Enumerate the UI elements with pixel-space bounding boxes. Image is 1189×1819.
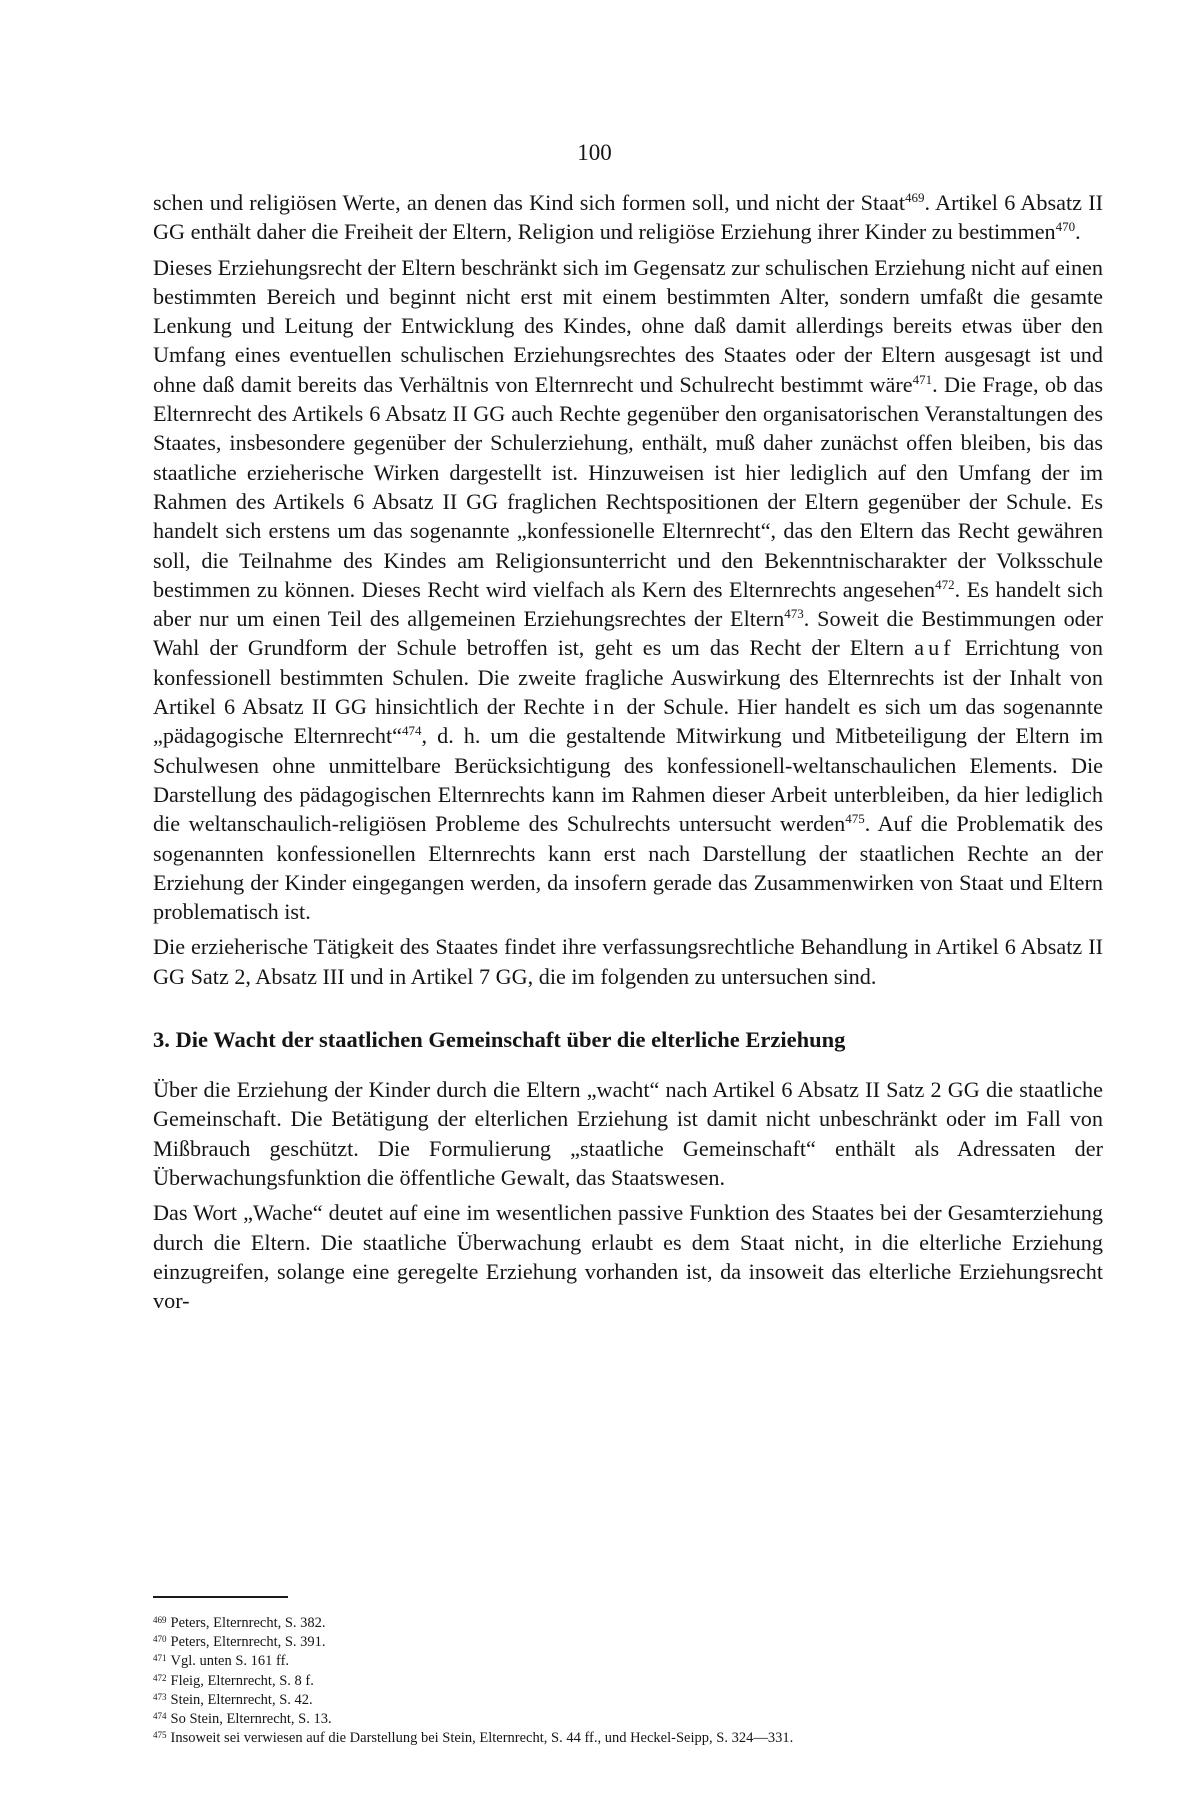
text-run: . Soweit die Bestimmungen oder Wahl der Grundform der Schule betroffen ist, geht es um das Recht der Eltern [153, 606, 1103, 661]
footnote-number: 472 [153, 1672, 167, 1683]
text-run: . Die Frage, ob das Elternrecht des Artikels 6 Absatz II GG auch Rechte gegenüber den organisatorischen Veranstaltungen des Staates, insbesondere gegenüber der Schulerziehung, enthält, muß daher zunächst offen bleiben, bis das staatliche erzieherische Wirken dargestellt ist. Hinzuweisen ist hier lediglich auf den Umfang der im Rahmen des Artikels 6 Absatz II GG fraglichen Rechtspositionen der Eltern gegenüber der Schule. Es handelt sich erstens um das sogenannte „konfessionelle Elternrecht“, das den Eltern das Recht gewähren soll, die Teilnahme des Kindes am Religionsunterricht und den Bekenntnischarakter der Volksschule bestimmen zu können. Dieses Recht wird vielfach als Kern des Elternrechts angesehen [153, 371, 1103, 602]
footnote-number: 473 [153, 1691, 167, 1702]
text-run: . Auf die Problematik des sogenannten konfessionellen Elternrechts kann erst nach Darstellung der staatlichen Rechte an der Erziehung der Kinder eingegangen werden, da insofern gerade das Zusammenwirken von Staat und Eltern problematisch ist. [153, 811, 1104, 925]
footnote-text: So Stein, Elternrecht, S. 13. [170, 1711, 332, 1728]
footnote-text: Peters, Elternrecht, S. 391. [170, 1634, 326, 1651]
footnote [153, 1612, 1053, 1631]
text-run: Errichtung von konfessionell bestimmten Schulen. Die zweite fragliche Auswirkung des Elternrechts ist der Inhalt von Artikel 6 Absatz II GG hinsichtlich der Rechte [153, 635, 1103, 720]
paragraph [153, 1075, 1103, 1192]
footnote [153, 1689, 1053, 1708]
footnote-number: 470 [153, 1634, 167, 1645]
footnote-ref: 473 [784, 606, 804, 622]
body-text [153, 188, 1103, 1315]
text-run: Das Wort „Wache“ deutet auf eine im wesentlichen passive Funktion des Staates bei der Gesamterziehung durch die Eltern. Die staatliche Überwachung erlaubt es dem Staat nicht, in die elterliche Erziehung einzugreifen, solange eine geregelte Erziehung vorhanden ist, da insoweit das elterliche Erziehungsrecht vor- [153, 1200, 1103, 1314]
footnote-ref: 474 [402, 723, 422, 739]
footnote-ref: 471 [912, 371, 933, 387]
footnote [153, 1631, 1053, 1650]
text-run: . Es handelt sich aber nur um einen Teil des allgemeinen Erziehungsrechtes der Eltern [153, 576, 1103, 632]
footnote-number: 469 [153, 1615, 167, 1625]
footnote [153, 1670, 1053, 1689]
paragraph-group-1 [153, 188, 1103, 991]
text-run: schen und religiösen Werte, an denen das Kind sich formen soll, und nicht der Staat [153, 190, 906, 215]
footnote-divider [153, 1596, 288, 1598]
footnote-ref: 472 [935, 576, 955, 592]
footnote [153, 1708, 1053, 1727]
section-heading: 3. Die Wacht der staatlichen Gemeinschaft über die elterliche Erziehung [153, 1027, 846, 1053]
text-run: . Artikel 6 Absatz II GG enthält daher die Freiheit der Eltern, Religion und religiöse Erziehung ihrer Kinder zu bestimmen [153, 190, 1103, 245]
paragraph [153, 932, 1103, 991]
footnote-text: Vgl. unten S. 161 ff. [170, 1653, 290, 1670]
text-run: Dieses Erziehungsrecht der Eltern beschränkt sich im Gegensatz zur schulischen Erziehung nicht auf einen bestimmten Bereich und beginnt nicht erst mit einem bestimmten Alter, sondern umfaßt die gesamte Lenkung und Leitung der Entwicklung des Kindes, ohne daß damit allerdings bereits etwas über den Umfang eines eventuellen schulischen Erziehungsrechtes des Staates oder der Eltern ausgesagt ist und ohne daß damit bereits das Verhältnis von Elternrecht und Schulrecht bestimmt wäre [153, 254, 1103, 397]
paragraph [153, 188, 1103, 247]
paragraph-group-2 [153, 1075, 1103, 1315]
footnote-text: Fleig, Elternrecht, S. 8 f. [170, 1672, 314, 1689]
footnote-text: Peters, Elternrecht, S. 382. [170, 1615, 326, 1631]
page-number: 100 [577, 140, 612, 165]
text-run: , d. h. um die gestaltende Mitwirkung und Mitbeteiligung der Eltern im Schulwesen ohne unmittelbare Berücksichtigung des konfessionell-weltanschaulichen Elements. Die Darstellung des pädagogischen Elternrechts kann im Rahmen dieser Arbeit unterbleiben, da hier lediglich die weltanschaulich-religiösen Probleme des Schulrechts untersucht werden [153, 723, 1103, 837]
paragraph [153, 1198, 1103, 1315]
footnote-ref: 469 [905, 190, 925, 205]
footnote-ref: 475 [845, 811, 865, 827]
footnote [153, 1727, 1053, 1746]
spaced-emphasis: auf [914, 635, 955, 661]
footnote [153, 1650, 1053, 1669]
footnote-number: 474 [153, 1711, 167, 1722]
paragraph [153, 253, 1103, 927]
footnote-text: Insoweit sei verwiesen auf die Darstellung bei Stein, Elternrecht, S. 44 ff., und Heckel-Seipp, S. 324—331. [170, 1730, 794, 1747]
text-run: Über die Erziehung der Kinder durch die Eltern „wacht“ nach Artikel 6 Absatz II Satz 2 GG die staatliche Gemeinschaft. Die Betätigung der elterlichen Erziehung ist damit nicht unbeschränkt oder im Fall von Mißbrauch geschützt. Die Formulierung „staatliche Gemeinschaft“ enthält als Adressaten der Überwachungsfunktion die öffentliche Gewalt, das Staatswesen. [153, 1077, 1103, 1190]
spaced-emphasis: in [593, 694, 619, 720]
text-run: Die erzieherische Tätigkeit des Staates findet ihre verfassungsrechtliche Behandlung in Artikel 6 Absatz II GG Satz 2, Absatz III und in Artikel 7 GG, die im folgenden zu untersuchen sind. [153, 934, 1103, 989]
footnotes [153, 1612, 1053, 1746]
footnote-text: Stein, Elternrecht, S. 42. [170, 1691, 313, 1708]
text-run: der Schule. Hier handelt es sich um das sogenannte „pädagogische Elternrecht“ [153, 694, 1103, 749]
footnote-number: 475 [153, 1730, 167, 1741]
footnote-ref: 470 [1055, 219, 1076, 235]
footnote-number: 471 [153, 1653, 167, 1664]
text-run: . [1075, 219, 1081, 245]
